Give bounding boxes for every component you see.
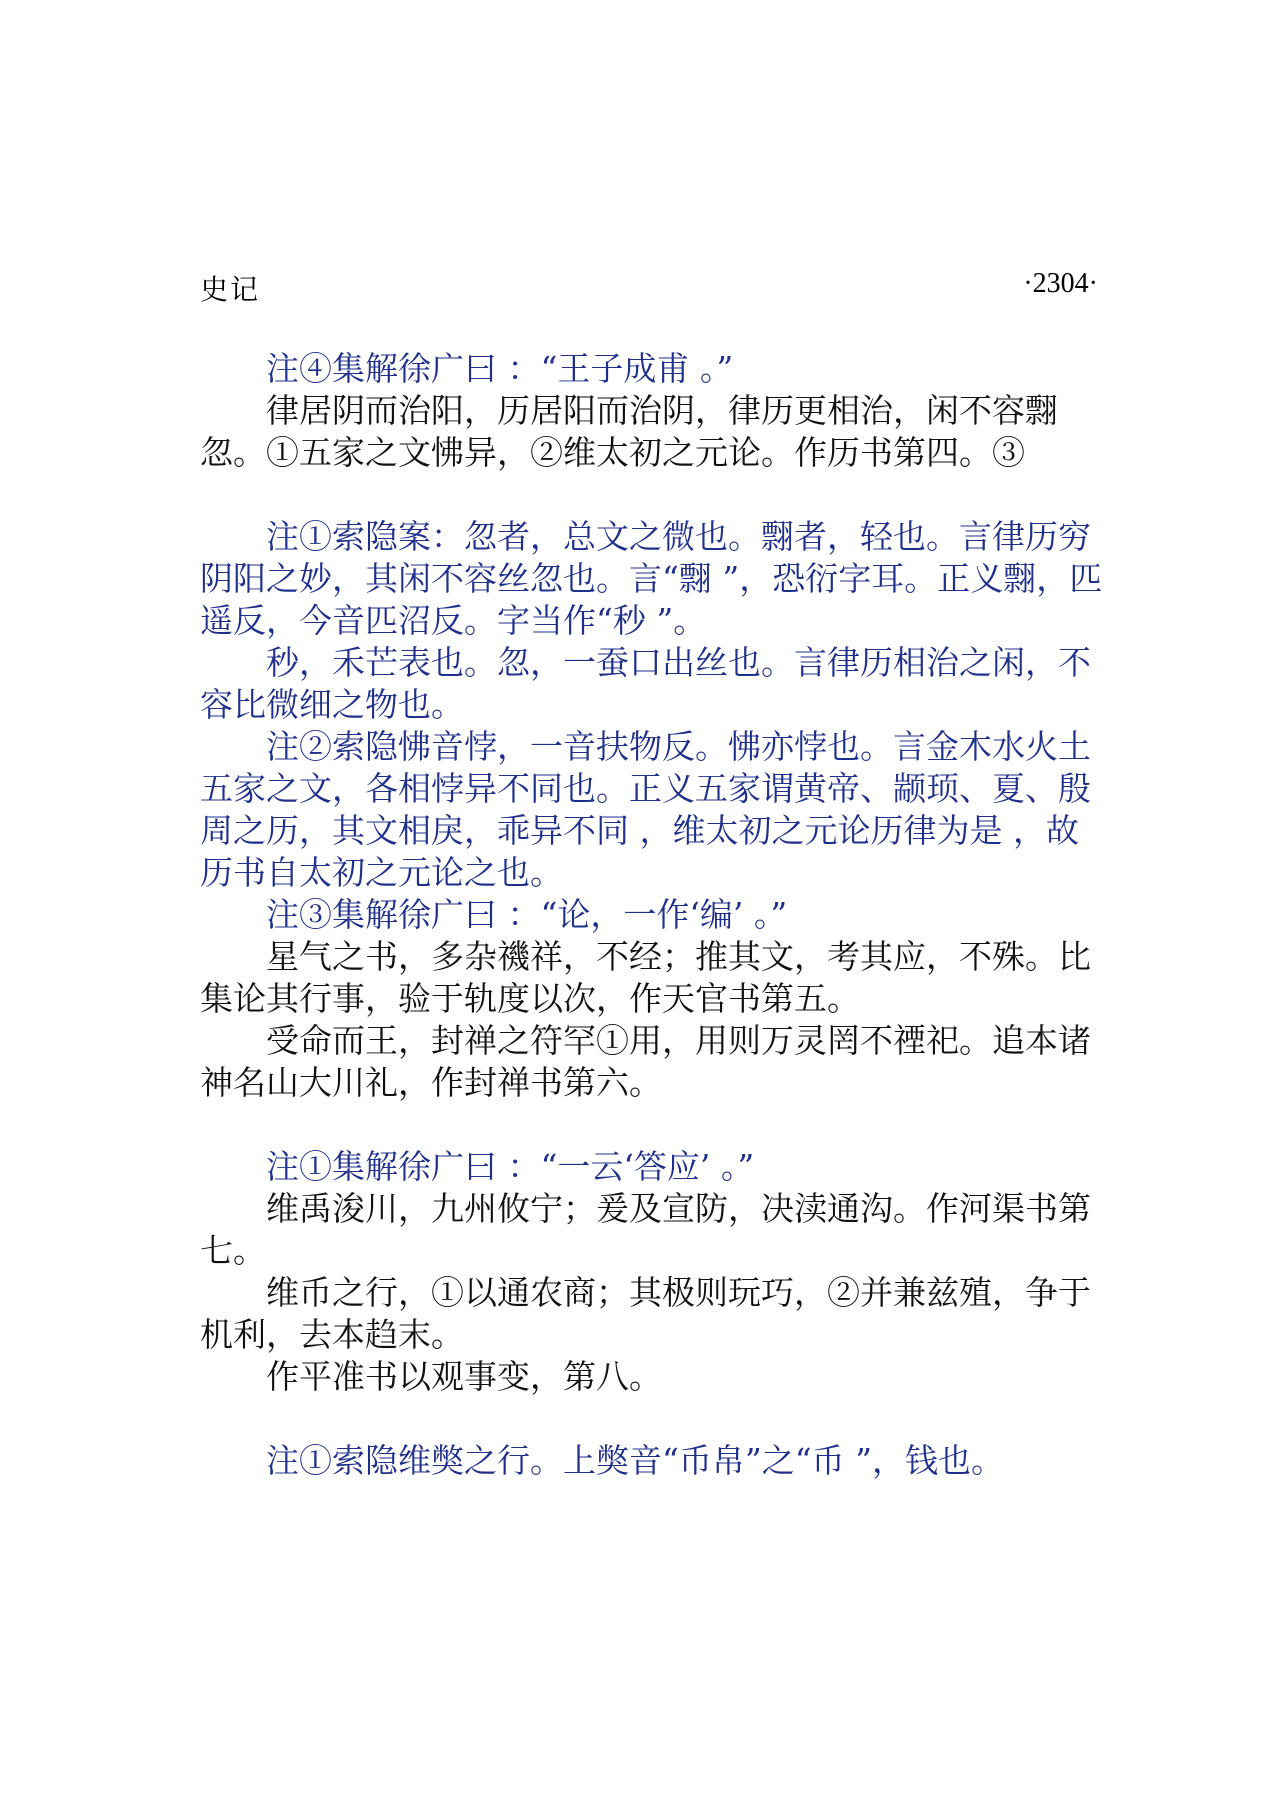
main-text-paragraph: 维币之行，①以通农商；其极则玩巧，②并兼兹殖，争于机利，去本趋末。 bbox=[200, 1273, 1091, 1354]
main-text-paragraph: 维禹浚川，九州攸宁；爰及宣防，决渎通沟。作河渠书第七。 bbox=[200, 1189, 1091, 1270]
paragraph-gap bbox=[200, 474, 1110, 516]
annotation-paragraph: 注①索隐案：忽者，总文之微也。翲者，轻也。言律历穷阴阳之妙，其闲不容丝忽也。言“翲 ”，恐衍字耳。正义翲，匹遥反，今音匹沼反。字当作“秒 ”。 bbox=[200, 517, 1103, 640]
page-header bbox=[200, 268, 1098, 308]
annotation-paragraph: 注①集解徐广曰 ：“一云‘答应’ 。” bbox=[266, 1147, 755, 1186]
page-body bbox=[200, 348, 1110, 1482]
book-title: 史记 bbox=[200, 273, 261, 306]
annotation-paragraph: 注④集解徐广曰 ：“王子成甫 。” bbox=[266, 349, 734, 388]
annotation-paragraph: 秒，禾芒表也。忽，一蚕口出丝也。言律历相治之闲，不容比微细之物也。 bbox=[200, 643, 1091, 724]
main-text-paragraph: 作平准书以观事变，第八。 bbox=[266, 1357, 662, 1396]
annotation-paragraph: 注①索隐维獘之行。上獘音“币帛”之“币 ”，钱也。 bbox=[266, 1441, 1004, 1480]
annotation-paragraph: 注③集解徐广曰 ：“论，一作‘编’ 。” bbox=[266, 895, 788, 934]
page-number: ·2304· bbox=[1023, 268, 1098, 299]
main-text-paragraph: 星气之书，多杂禨祥，不经；推其文，考其应，不殊。比集论其行事，验于轨度以次，作天官书第五。 bbox=[200, 937, 1091, 1018]
paragraph-gap bbox=[200, 1398, 1110, 1440]
paragraph-gap bbox=[200, 1104, 1110, 1146]
annotation-paragraph: 注②索隐怫音悖，一音扶物反。怫亦悖也。言金木水火土五家之文，各相悖异不同也。正义五家谓黄帝、颛顼、夏、殷周之历，其文相戾，乖异不同 ，维太初之元论历律为是 ，故历书自太初之元论之也。 bbox=[200, 727, 1091, 892]
main-text-paragraph: 律居阴而治阳，历居阳而治阴，律历更相治，闲不容翲忽。①五家之文怫异，②维太初之元论。作历书第四。③ bbox=[200, 391, 1058, 472]
main-text-paragraph: 受命而王，封禅之符罕①用，用则万灵罔不禋祀。追本诸神名山大川礼，作封禅书第六。 bbox=[200, 1021, 1091, 1102]
